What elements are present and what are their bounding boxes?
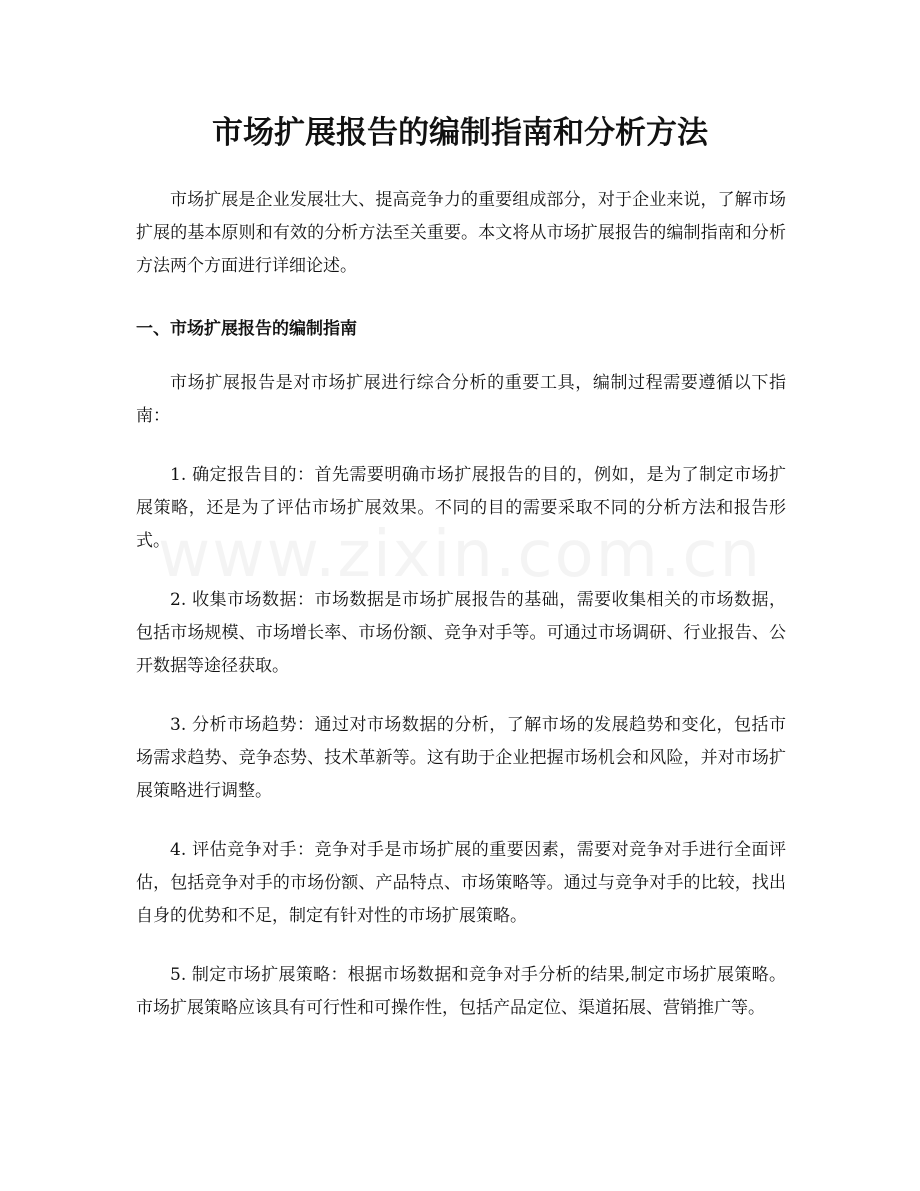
list-item-analyze-trends: 3. 分析市场趋势：通过对市场数据的分析，了解市场的发展趋势和变化，包括市场需求趋势、竞争态势、技术革新等。这有助于企业把握市场机会和风险，并对市场扩展策略进行调整。 [136, 715, 786, 801]
section-lead-paragraph: 市场扩展报告是对市场扩展进行综合分析的重要工具，编制过程需要遵循以下指南： [136, 373, 786, 426]
section-heading: 一、市场扩展报告的编制指南 [136, 319, 357, 339]
list-item-strategy: 5. 制定市场扩展策略：根据市场数据和竞争对手分析的结果,制定市场扩展策略。市场扩展策略应该具有可行性和可操作性，包括产品定位、渠道拓展、营销推广等。 [136, 965, 786, 1018]
list-item-purpose: 1. 确定报告目的：首先需要明确市场扩展报告的目的，例如，是为了制定市场扩展策略，还是为了评估市场扩展效果。不同的目的需要采取不同的分析方法和报告形式。 [136, 465, 786, 551]
list-item-evaluate-competitors: 4. 评估竞争对手：竞争对手是市场扩展的重要因素，需要对竞争对手进行全面评估，包括竞争对手的市场份额、产品特点、市场策略等。通过与竞争对手的比较，找出自身的优势和不足，制定有针对性的市场扩展策略。 [136, 840, 786, 926]
document-title: 市场扩展报告的编制指南和分析方法 [212, 115, 708, 151]
list-item-collect-data: 2. 收集市场数据：市场数据是市场扩展报告的基础，需要收集相关的市场数据，包括市场规模、市场增长率、市场份额、竞争对手等。可通过市场调研、行业报告、公开数据等途径获取。 [136, 590, 786, 676]
intro-paragraph: 市场扩展是企业发展壮大、提高竞争力的重要组成部分，对于企业来说，了解市场扩展的基本原则和有效的分析方法至关重要。本文将从市场扩展报告的编制指南和分析方法两个方面进行详细论述。 [136, 190, 786, 276]
document-body [136, 184, 786, 1051]
